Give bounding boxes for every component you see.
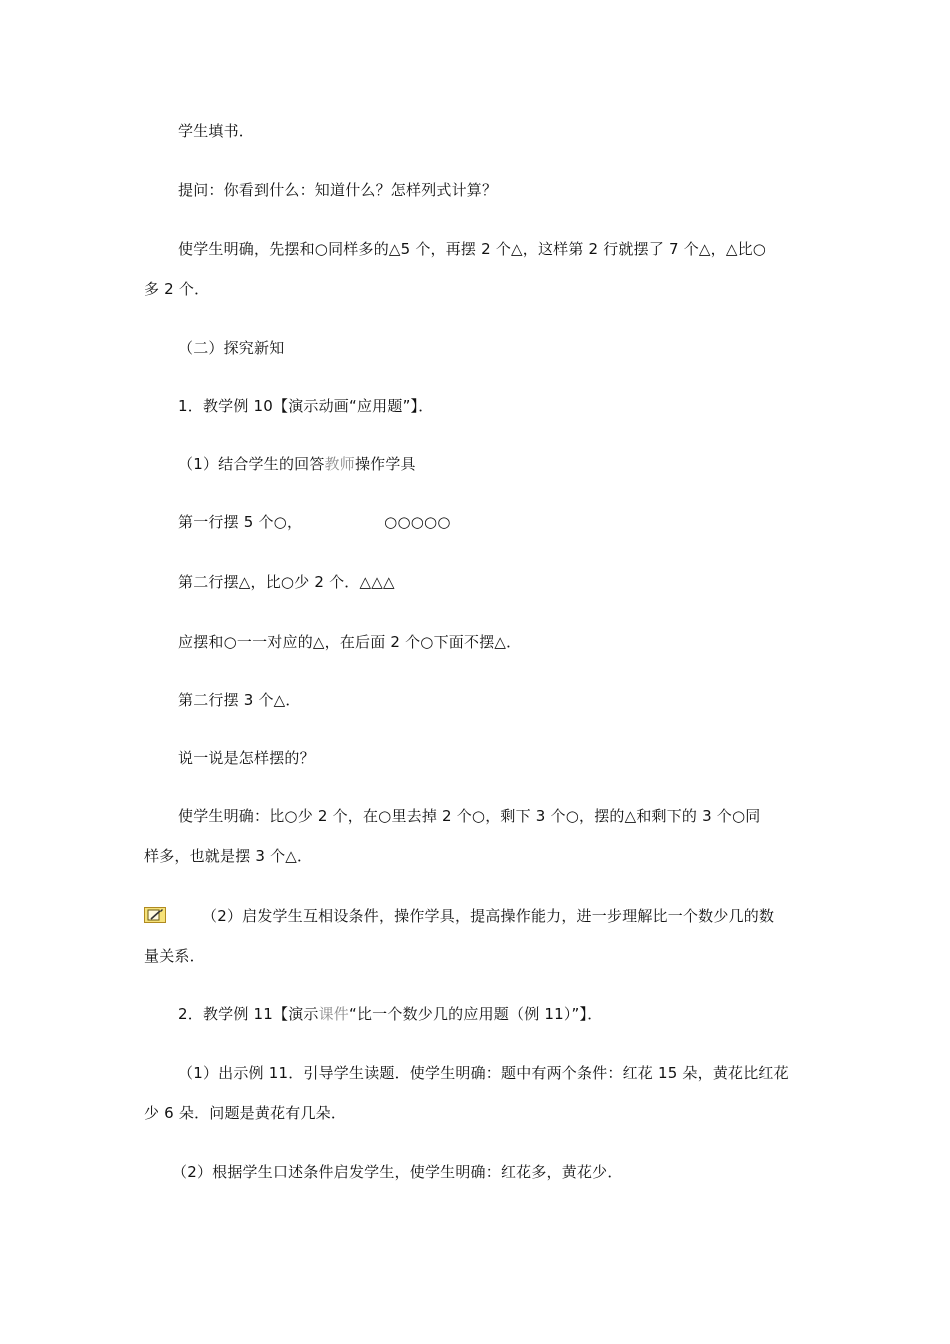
example-10-heading: 1．教学例 10【演示动画“应用题”】． <box>178 397 434 415</box>
row-2-triangles: 第二行摆△，比○少 2 个．△△△ <box>178 573 395 591</box>
step-1-text-c: 操作学具 <box>354 455 416 473</box>
pencil-note-icon[interactable] <box>144 907 166 923</box>
example-11-text-a: 2．教学例 11【演示 <box>178 1005 319 1023</box>
example-11-text-c: “比一个数少几的应用题（例 11）”】． <box>349 1005 603 1023</box>
paragraph-correspond: 应摆和○一一对应的△，在后面 2 个○下面不摆△． <box>178 633 522 651</box>
paragraph-say-how: 说一说是怎样摆的？ <box>178 749 315 767</box>
paragraph-row-2-three: 第二行摆 3 个△． <box>178 691 301 709</box>
example-11-heading <box>178 1004 602 1024</box>
row-1-label: 第一行摆 5 个○， <box>178 513 303 531</box>
ex11-step-1-line2: 少 6 朵．问题是黄花有几朵． <box>144 1104 347 1122</box>
paragraph-clarify-line2: 多 2 个． <box>144 280 210 298</box>
paragraph-fill-book: 学生填书． <box>178 122 255 140</box>
row-1-circles <box>178 512 451 532</box>
step-1-text-a: （1）结合学生的回答 <box>178 455 325 473</box>
paragraph-clarify-line1: 使学生明确，先摆和○同样多的△5 个，再摆 2 个△，这样第 2 行就摆了 7 个△，△比○ <box>178 240 767 258</box>
paragraph-explain-line2: 样多，也就是摆 3 个△． <box>144 847 313 865</box>
ex11-step-1-line1: （1）出示例 11．引导学生读题．使学生明确：题中有两个条件：红花 15 朵，黄花比红花 <box>178 1064 789 1082</box>
paragraph-explain-line1: 使学生明确：比○少 2 个，在○里去掉 2 个○，剩下 3 个○，摆的△和剩下的 3 个○同 <box>178 807 761 825</box>
step-2-line1: （2）启发学生互相设条件，操作学具，提高操作能力，进一步理解比一个数少几的数 <box>202 907 775 925</box>
paragraph-question: 提问：你看到什么：知道什么？怎样列式计算？ <box>178 181 498 199</box>
row-1-circles-glyphs: ○○○○○ <box>384 513 451 531</box>
step-1-operate <box>178 454 416 474</box>
section-heading-explore: （二）探究新知 <box>178 339 285 357</box>
teacher-link[interactable]: 教师 <box>324 455 355 473</box>
step-2-line2: 量关系． <box>144 947 205 965</box>
ex11-step-2: （2）根据学生口述条件启发学生，使学生明确：红花多，黄花少． <box>172 1163 623 1181</box>
courseware-link[interactable]: 课件 <box>318 1005 350 1023</box>
